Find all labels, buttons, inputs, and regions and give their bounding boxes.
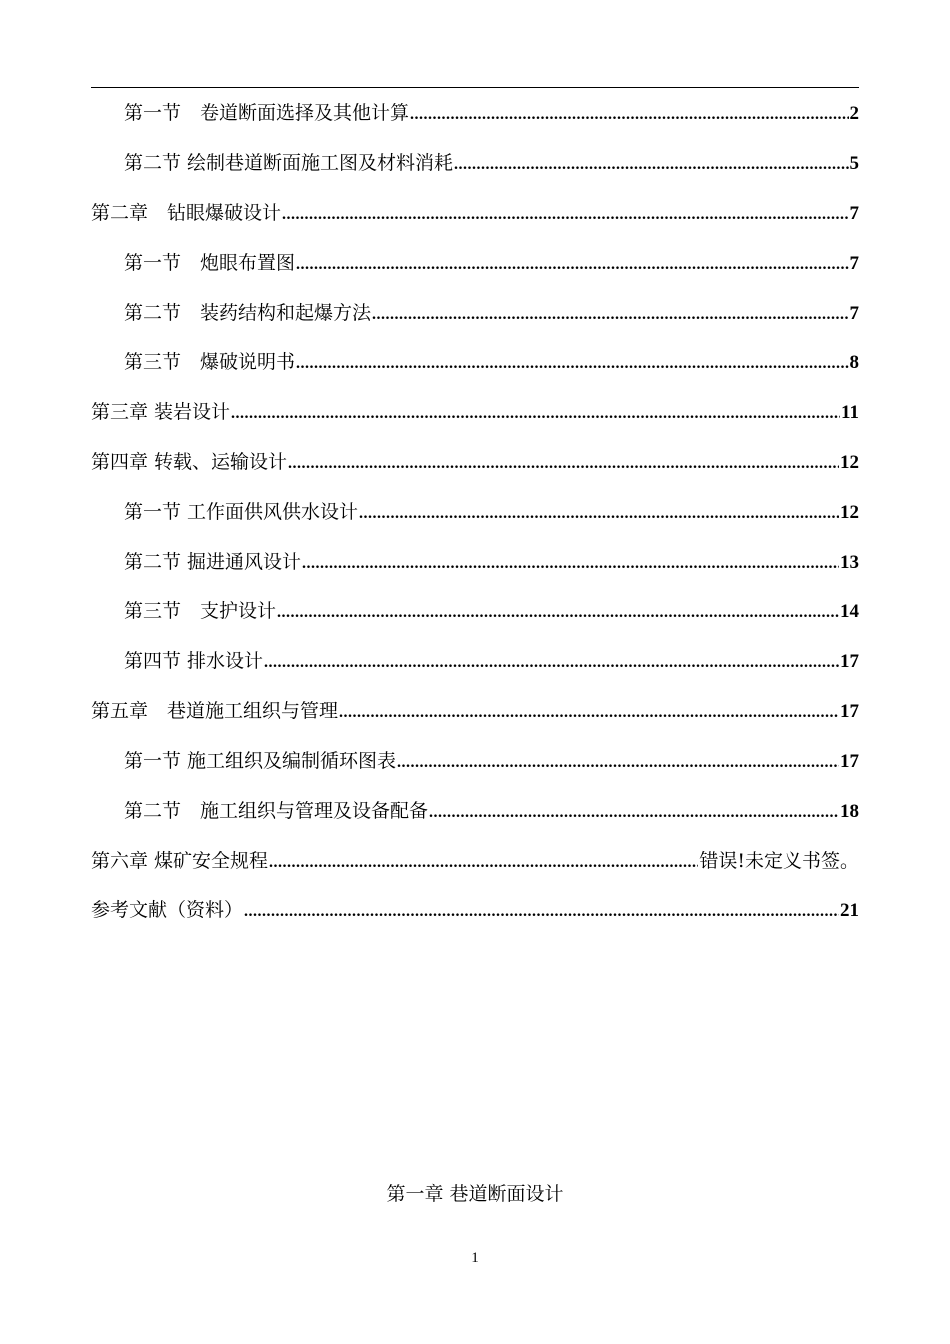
toc-dot-leader <box>277 604 839 622</box>
toc-dot-leader <box>454 156 848 174</box>
toc-entry[interactable] <box>91 397 859 427</box>
chapter-heading: 第一章 巷道断面设计 <box>386 1183 564 1205</box>
toc-entry[interactable] <box>124 347 859 377</box>
toc-dot-leader <box>296 256 848 274</box>
toc-dot-leader <box>231 405 840 423</box>
toc-entry-label: 第一节 工作面供风供水设计 <box>124 501 359 523</box>
toc-page-number: 7 <box>849 253 859 274</box>
toc-entry-label: 第四章 转载、运输设计 <box>91 451 288 473</box>
toc-entry[interactable] <box>124 646 859 676</box>
toc-entry[interactable] <box>91 895 859 925</box>
toc-page-number: 7 <box>849 303 859 324</box>
toc-dot-leader <box>269 854 698 872</box>
toc-dot-leader <box>410 106 848 124</box>
toc-entry[interactable] <box>124 796 859 826</box>
toc-page-number: 13 <box>840 552 859 573</box>
toc-entry[interactable] <box>91 696 859 726</box>
toc-page-number: 17 <box>840 751 859 772</box>
toc-entry[interactable] <box>124 596 859 626</box>
toc-dot-leader <box>244 903 839 921</box>
toc-entry-label: 第四节 排水设计 <box>124 650 264 672</box>
page-number: 1 <box>471 1250 479 1266</box>
toc-entry-label: 第二章 钻眼爆破设计 <box>91 202 282 224</box>
toc-entry-label: 第三节 支护设计 <box>124 600 277 622</box>
toc-entry[interactable] <box>124 746 859 776</box>
toc-entry-label: 第二节 掘进通风设计 <box>124 551 302 573</box>
toc-entry[interactable] <box>124 298 859 328</box>
toc-page-number: 11 <box>841 402 859 423</box>
toc-page-number: 21 <box>840 900 859 921</box>
toc-entry-label: 第二节 绘制巷道断面施工图及材料消耗 <box>124 152 454 174</box>
toc-dot-leader <box>296 355 848 373</box>
toc-entry-label: 第一节 卷道断面选择及其他计算 <box>124 102 410 124</box>
toc-entry-label: 第三章 装岩设计 <box>91 401 231 423</box>
toc-dot-leader <box>429 804 839 822</box>
toc-page-number: 2 <box>849 103 859 124</box>
header-rule <box>91 87 859 88</box>
toc-entry[interactable] <box>124 148 859 178</box>
toc-entry-label: 第六章 煤矿安全规程 <box>91 850 269 872</box>
toc-page-number: 18 <box>840 801 859 822</box>
toc-page-number: 12 <box>840 502 859 523</box>
toc-entry-label: 第二节 施工组织与管理及设备配备 <box>124 800 429 822</box>
toc-dot-leader <box>359 505 839 523</box>
toc-entry[interactable] <box>124 497 859 527</box>
toc-page-number: 5 <box>849 153 859 174</box>
toc-dot-leader <box>339 704 839 722</box>
toc-page-number: 12 <box>840 452 859 473</box>
toc-entry[interactable] <box>124 248 859 278</box>
toc-entry[interactable] <box>91 198 859 228</box>
toc-page-number: 14 <box>840 601 859 622</box>
toc-entry-label: 第五章 巷道施工组织与管理 <box>91 700 339 722</box>
toc-page-number: 17 <box>840 651 859 672</box>
toc-entry-label: 第三节 爆破说明书 <box>124 351 296 373</box>
toc-dot-leader <box>397 754 839 772</box>
toc-entry-label: 参考文献（资料） <box>91 899 244 921</box>
toc-entry-label: 第一节 施工组织及编制循环图表 <box>124 750 397 772</box>
toc-entry[interactable] <box>124 547 859 577</box>
toc-entry[interactable] <box>124 98 859 128</box>
toc-entry-label: 第一节 炮眼布置图 <box>124 252 296 274</box>
toc-page-number: 7 <box>849 203 859 224</box>
toc-dot-leader <box>264 654 839 672</box>
toc-entry-label: 第二节 装药结构和起爆方法 <box>124 302 372 324</box>
toc-entry[interactable] <box>91 846 859 876</box>
toc-dot-leader <box>288 455 839 473</box>
toc-page-number: 17 <box>840 701 859 722</box>
toc-page-number: 8 <box>849 352 859 373</box>
toc-dot-leader <box>282 206 848 224</box>
toc-dot-leader <box>302 555 839 573</box>
toc-page-error-text: 错误!未定义书签。 <box>699 850 859 872</box>
toc-dot-leader <box>372 306 848 324</box>
toc-entry[interactable] <box>91 447 859 477</box>
